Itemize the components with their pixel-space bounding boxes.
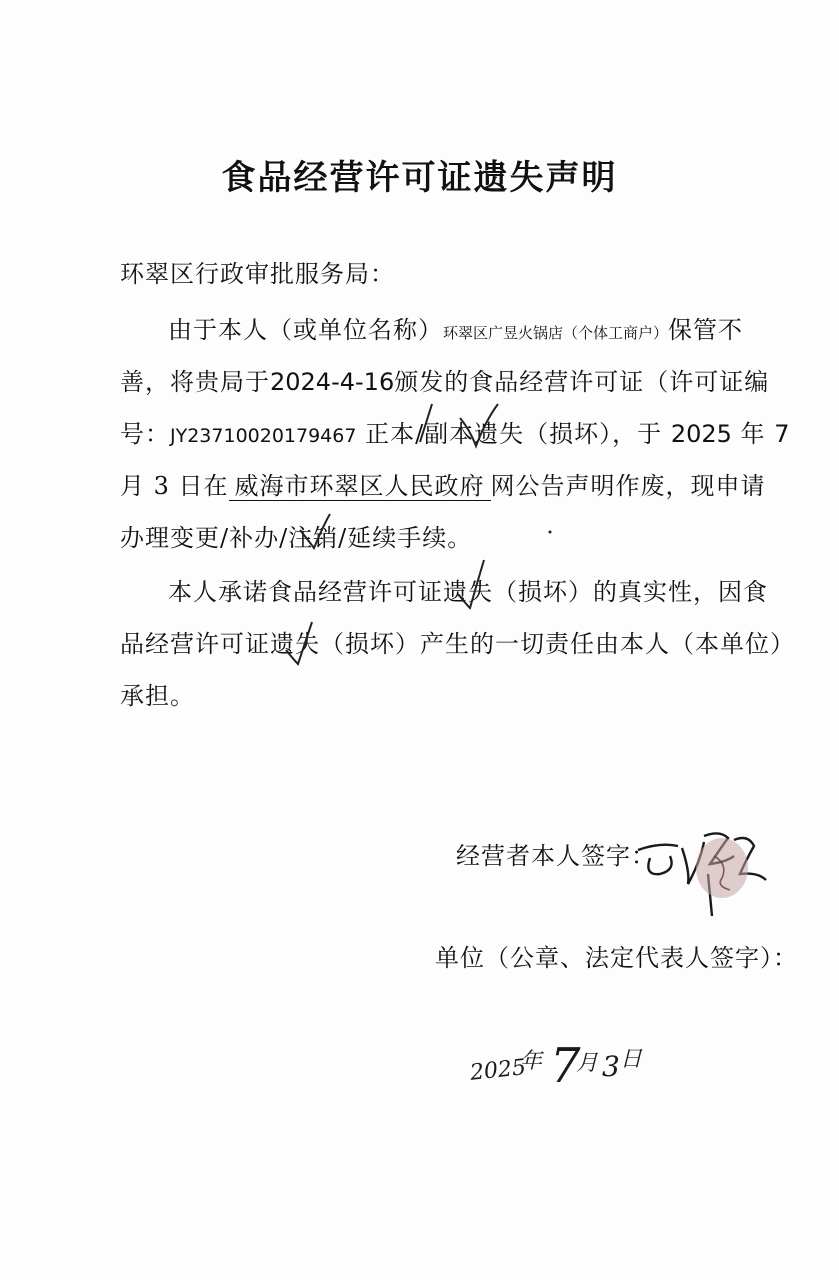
para1-text: 月 3 日在 [120,472,229,500]
date-day-char: 日 [620,1047,643,1072]
para2-line1: 本人承诺食品经营许可证遗失（损坏）的真实性，因食 [168,578,768,606]
date-day: 3 [602,1050,620,1083]
para1-text: 颁发的食品经营许可证（许可证编 [394,368,770,396]
announce-month: 7 [774,420,790,448]
para1-text: 善，将贵局于 [120,368,270,396]
signature-label: 经营者本人签字： [456,842,656,870]
business-name: 环翠区广昱火锅店（个体工商户） [443,324,669,342]
issue-date: 2024-4-16 [270,368,395,396]
para1-line1 [168,314,743,349]
license-number: JY23710020179467 [170,425,357,447]
announce-year: 2025 [670,420,732,448]
announcement-site: 威海市环翠区人民政府 [229,472,491,501]
para2-line3: 承担。 [120,682,195,710]
para1-text: 保管不 [668,316,744,344]
para1-line2 [120,366,769,398]
date-year-char: 年 [520,1049,543,1074]
addressee: 环翠区行政审批服务局： [120,260,395,288]
para1-text: 正本/副本遗失（损坏），于 [365,420,663,448]
para1-text: 网公告声明作废，现申请 [490,472,766,500]
para1-line5: 办理变更/补办/注销/延续手续。 [120,524,473,552]
unit-seal-label: 单位（公章、法定代表人签字）： [435,944,798,972]
date-year: 2025 [468,1055,528,1086]
para1-text: 由于本人（或单位名称） [168,316,443,344]
para1-line4 [120,470,766,502]
date-month: 7 [550,1038,581,1094]
para1-text: 年 [740,420,766,448]
page-title: 食品经营许可证遗失声明 [221,158,618,198]
para1-line3 [120,418,789,452]
para1-text: 号： [120,420,170,448]
date-month-char: 月 [576,1051,599,1076]
para2-line2: 品经营许可证遗失（损坏）产生的一切责任由本人（本单位） [120,630,795,658]
handwritten-date [470,1036,670,1116]
